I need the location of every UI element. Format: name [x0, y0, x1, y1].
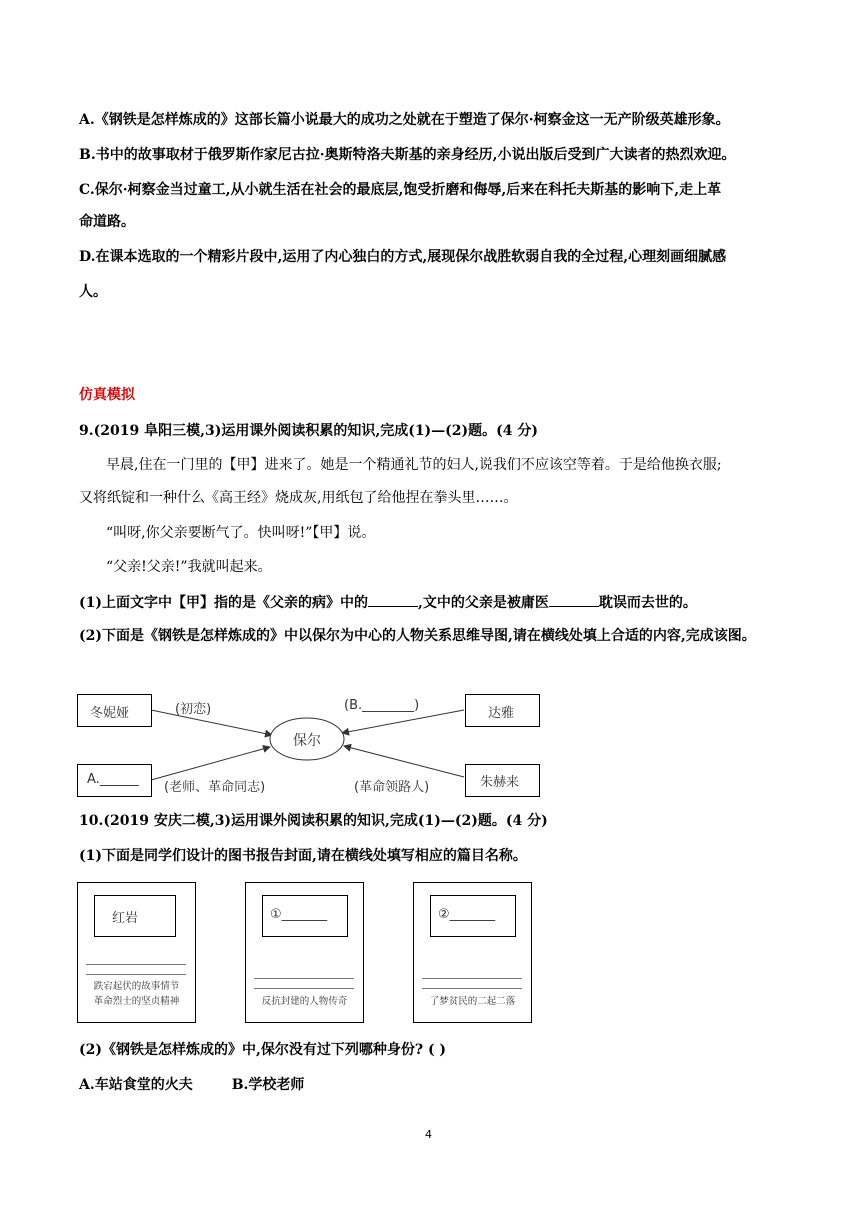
q9-sub1-post: 耽误而去世的。: [598, 595, 697, 611]
q9-stem: 9.(2019 阜阳三模,3)运用课外阅读积累的知识,完成(1)—(2)题。(4 分): [79, 423, 539, 439]
q9-sub2: (2)下面是《钢铁是怎样炼成的》中以保尔为中心的人物关系思维导图,请在横线处填上合适的内容,完成该图。: [79, 628, 756, 644]
q10-stem: 10.(2019 安庆二模,3)运用课外阅读积累的知识,完成(1)—(2)题。(4 分): [79, 813, 548, 829]
book-cover-2: [245, 882, 364, 1023]
q9-passage-line4: “父亲!父亲!”我就叫起来。: [106, 559, 272, 575]
edge-top-left: [151, 710, 272, 735]
q10-sub1: (1)下面是同学们设计的图书报告封面,请在横线处填写相应的篇目名称。: [79, 848, 527, 864]
cover-2-desc1: 反抗封建的人物传奇: [261, 996, 348, 1007]
q9-sub1: [79, 592, 697, 613]
cover-3-desc1: 了梦贫民的二起二落: [429, 996, 516, 1007]
node-top-left-label: 冬妮娅: [90, 706, 130, 721]
rel-top-left: (初恋): [175, 702, 212, 717]
cover-1-title: 红岩: [112, 911, 139, 926]
section-title: 仿真模拟: [79, 387, 135, 403]
rel-bottom-right: (革命领路人): [354, 780, 430, 795]
cover-2-title[interactable]: ①_______: [270, 907, 328, 922]
q9-passage-line2: 又将纸锭和一种什么《高王经》烧成灰,用纸包了给他捏在拳头里……。: [79, 490, 518, 506]
answer-blank-1[interactable]: [368, 592, 418, 607]
cover-1-desc2: 革命烈士的坚贞精神: [93, 996, 180, 1007]
option-a: A.《钢铁是怎样炼成的》这部长篇小说最大的成功之处就在于塑造了保尔·柯察金这一无产阶级英雄形象。: [79, 112, 730, 128]
q10-sub2: (2)《钢铁是怎样炼成的》中,保尔没有过下列哪种身份? ( ): [79, 1042, 447, 1058]
option-d-line1: D.在课本选取的一个精彩片段中,运用了内心独白的方式,展现保尔战胜软弱自我的全过程,心理刻画细腻感: [79, 249, 727, 265]
edge-bottom-right: [344, 746, 464, 777]
answer-blank-2[interactable]: [549, 592, 599, 607]
rel-bottom-left: (老师、革命同志): [164, 780, 266, 795]
book-cover-1: [77, 882, 196, 1023]
option-d-line2: 人。: [79, 284, 107, 300]
q9-sub1-mid: ,文中的父亲是被庸医: [418, 595, 549, 611]
option-c-line2: 命道路。: [79, 214, 135, 230]
q9-passage-line3: “叫呀,你父亲要断气了。快叫呀!”【甲】说。: [106, 525, 376, 541]
node-bottom-left-label[interactable]: A.______: [87, 772, 139, 787]
cover-3-title[interactable]: ②_______: [438, 907, 496, 922]
option-c-line1: C.保尔·柯察金当过童工,从小就生活在社会的最底层,饱受折磨和侮辱,后来在科托夫斯基的影响下,走上革: [79, 182, 722, 198]
option-b: B.书中的故事取材于俄罗斯作家尼古拉·奥斯特洛夫斯基的亲身经历,小说出版后受到广大读者的热烈欢迎。: [79, 147, 736, 163]
page-number: 4: [425, 1128, 432, 1141]
q10-options: A.车站食堂的火夫 B.学校老师: [79, 1077, 305, 1093]
book-cover-3: [413, 882, 532, 1023]
q9-passage-line1: 早晨,住在一门里的【甲】进来了。她是一个精通礼节的妇人,说我们不应该空等着。于是给他换衣服;: [106, 457, 722, 473]
node-top-right-label: 达雅: [488, 706, 515, 721]
rel-top-right[interactable]: (B.________): [344, 698, 420, 713]
center-node-label: 保尔: [293, 733, 321, 749]
edge-top-right: [342, 710, 464, 733]
node-bottom-right-label: 朱赫来: [480, 775, 520, 790]
cover-1-desc1: 跌宕起伏的故事情节: [93, 981, 180, 992]
q9-sub1-pre: (1)上面文字中【甲】指的是《父亲的病》中的: [79, 595, 368, 611]
